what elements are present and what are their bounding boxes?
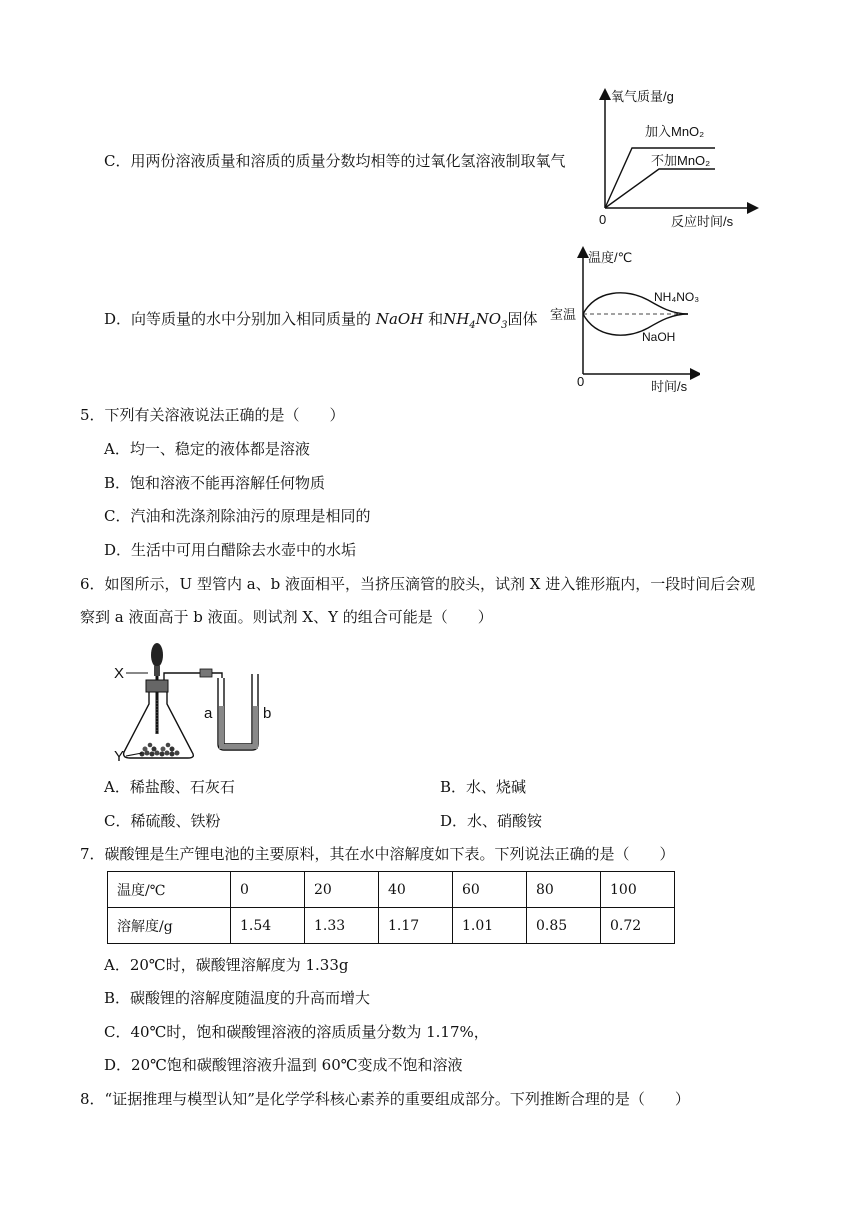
- table-cell: 80: [527, 872, 601, 908]
- solid-y-granules: [140, 743, 180, 757]
- graph-c-line-without-catalyst: [605, 169, 715, 208]
- u-tube-liquid-a: [219, 706, 224, 745]
- graph-d-label-upper: NH₄NO₃: [654, 290, 700, 304]
- tube-joint: [200, 669, 212, 677]
- table-cell: 40: [379, 872, 453, 908]
- q6-stem-line1: 6．如图所示，U 型管内 a、b 液面相平，当挤压滴管的胶头，试剂 X 进入锥形瓶内，一段时间后会观: [80, 575, 756, 593]
- q7-option-a: A．20℃时，碳酸锂溶解度为 1.33g: [104, 956, 349, 974]
- u-tube-inner: [224, 674, 252, 744]
- graph-d-label-lower: NaOH: [642, 330, 676, 344]
- dropper-bulb: [151, 643, 163, 667]
- label-y: Y: [114, 748, 125, 765]
- graph-c-xlabel: 反应时间/s: [671, 214, 734, 229]
- q5-option-c: C．汽油和洗涤剂除油污的原理是相同的: [104, 507, 371, 525]
- q8-stem: 8．“证据推理与模型认知”是化学学科核心素养的重要组成部分。下列推断合理的是（ ）: [80, 1090, 690, 1108]
- graph-d-ylabel: 温度/℃: [588, 250, 633, 265]
- connecting-tube: [164, 673, 222, 680]
- q5-option-d: D．生活中可用白醋除去水壶中的水垢: [104, 541, 357, 559]
- graph-d-xlabel: 时间/s: [651, 379, 688, 394]
- q5-stem: 5．下列有关溶液说法正确的是（ ）: [80, 406, 345, 424]
- graph-d-ref-label: 室温: [550, 307, 577, 322]
- label-a: a: [204, 705, 213, 722]
- q7-option-b: B．碳酸锂的溶解度随温度的升高而增大: [104, 989, 371, 1007]
- q4-option-c: C．用两份溶液质量和溶质的质量分数均相等的过氧化氢溶液制取氧气: [104, 152, 566, 170]
- q4-option-d: D．向等质量的水中分别加入相同质量的 NaOH 和$NH_4NO_3$固体: [104, 310, 538, 331]
- table-cell: 1.01: [453, 908, 527, 944]
- q7-stem: 7．碳酸锂是生产锂电池的主要原料，其在水中溶解度如下表。下列说法正确的是（ ）: [80, 845, 675, 863]
- q6-option-a: A．稀盐酸、石灰石: [104, 778, 235, 796]
- table-cell: 0: [231, 872, 305, 908]
- flask-stopper: [146, 680, 168, 692]
- q6-option-c: C．稀硫酸、铁粉: [104, 812, 221, 830]
- q7-option-d: D．20℃饱和碳酸锂溶液升温到 60℃变成不饱和溶液: [104, 1056, 463, 1074]
- table-cell: 1.33: [305, 908, 379, 944]
- q5-option-b: B．饱和溶液不能再溶解任何物质: [104, 474, 326, 492]
- label-b: b: [263, 705, 272, 722]
- table-cell: 溶解度/g: [108, 908, 231, 944]
- formula-nh4no3: $NH_4NO_3$: [443, 310, 508, 331]
- graph-oxygen-mass: [585, 86, 760, 234]
- table-cell: 0.72: [601, 908, 675, 944]
- graph-c-origin: 0: [599, 212, 607, 227]
- label-x: X: [114, 665, 125, 682]
- table-cell: 60: [453, 872, 527, 908]
- table-row: [108, 908, 675, 944]
- graph-c-ylabel: 氧气质量/g: [611, 89, 674, 104]
- table-row: [108, 872, 675, 908]
- table-cell: 温度/℃: [108, 872, 231, 908]
- graph-d-origin: 0: [577, 374, 585, 389]
- solubility-table: [107, 871, 675, 944]
- table-cell: 100: [601, 872, 675, 908]
- table-cell: 1.17: [379, 908, 453, 944]
- table-cell: 20: [305, 872, 379, 908]
- formula-naoh: NaOH: [375, 310, 424, 328]
- u-tube-liquid-b: [253, 706, 258, 745]
- apparatus-figure: [112, 640, 284, 768]
- q5-option-a: A．均一、稳定的液体都是溶液: [104, 440, 310, 458]
- table-cell: 1.54: [231, 908, 305, 944]
- graph-c-label-with: 加入MnO₂: [645, 124, 705, 139]
- q6-option-b: B．水、烧碱: [440, 778, 527, 796]
- graph-temperature: [548, 244, 700, 394]
- table-cell: 0.85: [527, 908, 601, 944]
- q7-option-c: C．40℃时，饱和碳酸锂溶液的溶质质量分数为 1.17%，: [104, 1023, 489, 1041]
- q6-stem-line2: 察到 a 液面高于 b 液面。则试剂 X、Y 的组合可能是（ ）: [80, 608, 493, 626]
- graph-c-label-without: 不加MnO₂: [651, 153, 711, 168]
- dropper-neck: [154, 666, 160, 676]
- q6-option-d: D．水、硝酸铵: [440, 812, 543, 830]
